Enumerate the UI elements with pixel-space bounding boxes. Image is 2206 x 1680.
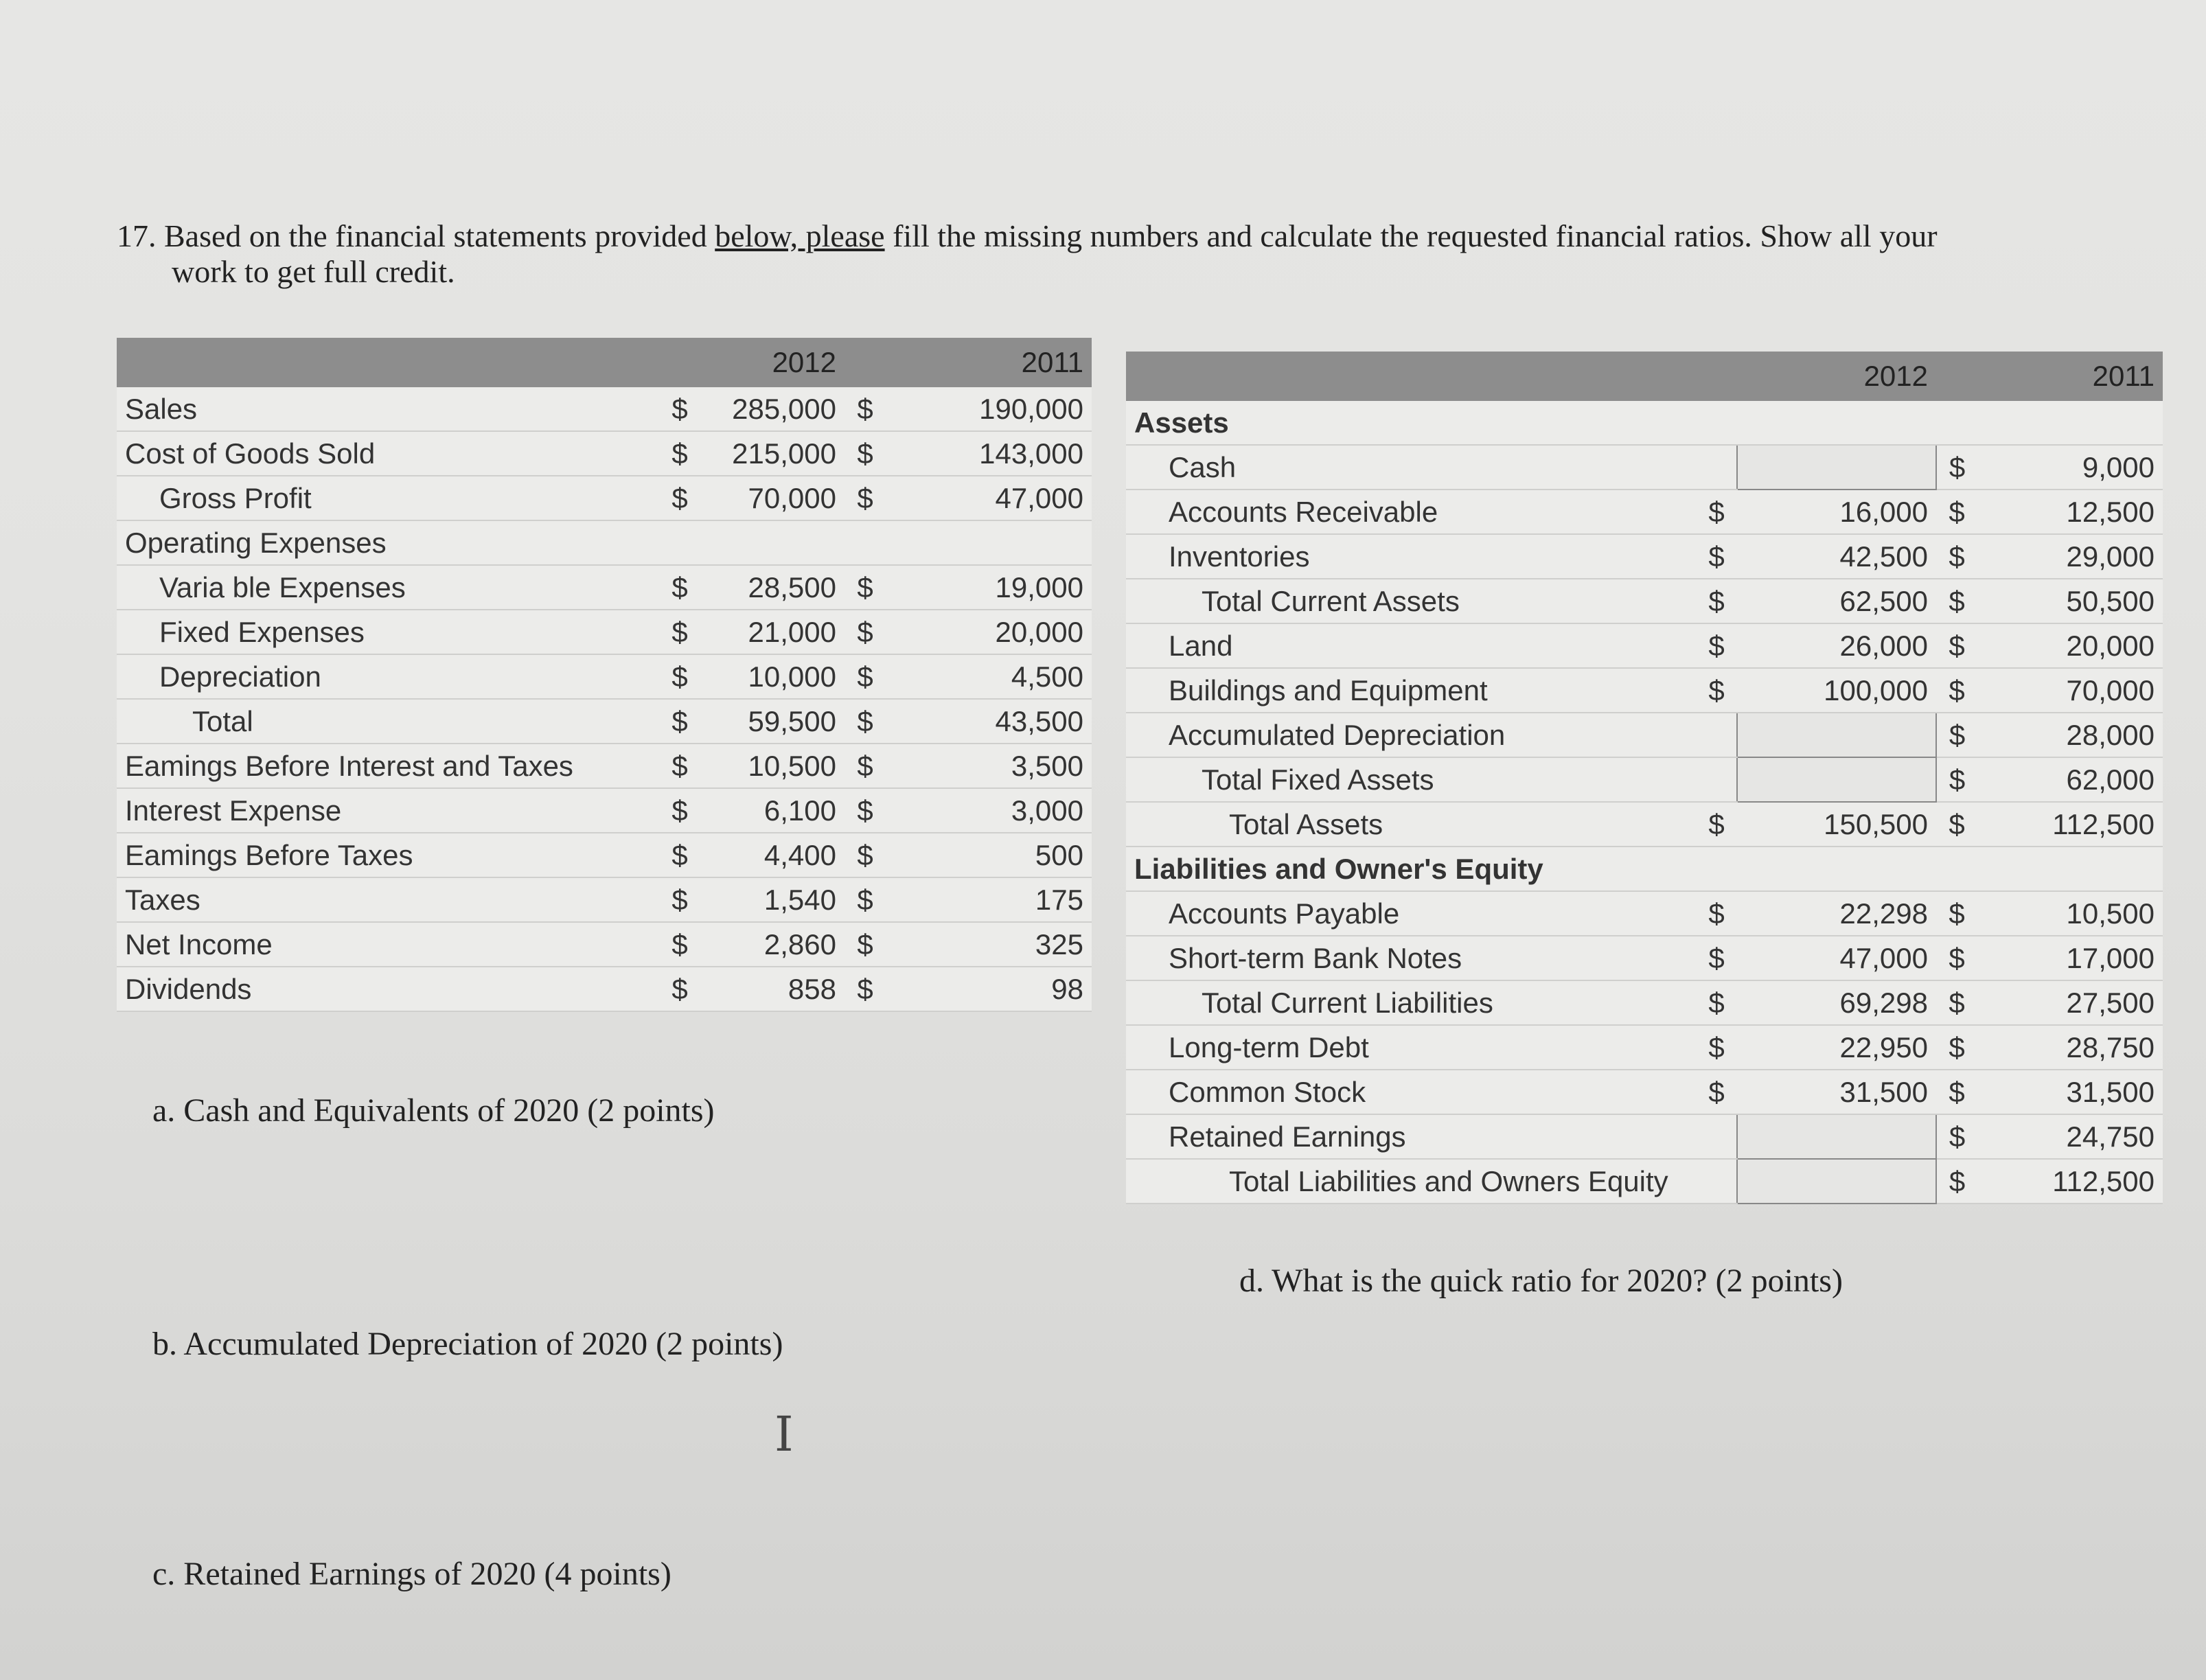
balance-header-2011: 2011	[1977, 352, 2163, 401]
value-2012[interactable]	[1737, 445, 1936, 490]
table-row	[1126, 713, 2163, 757]
row-label: Net Income	[117, 922, 659, 967]
value-2011: 175	[886, 877, 1092, 922]
value-2012: 59,500	[700, 699, 845, 744]
currency-2012: $	[1696, 534, 1737, 579]
currency-2012: $	[659, 476, 700, 520]
table-row	[1126, 802, 2163, 847]
table-row	[117, 922, 1092, 967]
currency-2012: $	[659, 788, 700, 833]
value-2012: 42,500	[1737, 534, 1936, 579]
row-label: Total Assets	[1126, 802, 1696, 847]
value-2012: 1,540	[700, 877, 845, 922]
value-2012[interactable]	[1737, 757, 1936, 802]
balance-header-2012: 2012	[1737, 352, 1936, 401]
value-2011: 31,500	[1977, 1070, 2163, 1114]
balance-header-gap2	[1936, 352, 1977, 401]
table-row	[117, 654, 1092, 699]
value-2012: 858	[700, 967, 845, 1011]
currency-2011	[1936, 847, 1977, 891]
value-2011: 17,000	[1977, 936, 2163, 980]
row-label: Eamings Before Taxes	[117, 833, 659, 877]
value-2012	[1737, 401, 1936, 445]
row-label: Liabilities and Owner's Equity	[1126, 847, 1696, 891]
table-row	[1126, 445, 2163, 490]
currency-2011: $	[845, 565, 886, 610]
value-2011: 47,000	[886, 476, 1092, 520]
currency-2012: $	[1696, 1070, 1737, 1114]
row-label: Assets	[1126, 401, 1696, 445]
currency-2012: $	[659, 833, 700, 877]
currency-2012: $	[1696, 802, 1737, 847]
sub-question-c: c. Retained Earnings of 2020 (4 points)	[152, 1556, 671, 1592]
value-2011: 9,000	[1977, 445, 2163, 490]
income-header-row	[117, 338, 1092, 387]
currency-2011: $	[1936, 623, 1977, 668]
table-row	[117, 833, 1092, 877]
row-label: Taxes	[117, 877, 659, 922]
value-2011: 24,750	[1977, 1114, 2163, 1159]
table-row	[117, 387, 1092, 431]
value-2012: 31,500	[1737, 1070, 1936, 1114]
balance-header-blank	[1126, 352, 1696, 401]
currency-2011: $	[1936, 579, 1977, 623]
question-text-start: Based on the financial statements provided	[164, 218, 707, 253]
value-2011: 500	[886, 833, 1092, 877]
currency-2012	[1696, 1114, 1737, 1159]
value-2011: 10,500	[1977, 891, 2163, 936]
currency-2011: $	[1936, 534, 1977, 579]
value-2012	[700, 520, 845, 565]
value-2012: 150,500	[1737, 802, 1936, 847]
value-2011: 3,500	[886, 744, 1092, 788]
currency-2012: $	[659, 387, 700, 431]
income-header-gap	[659, 338, 700, 387]
currency-2011: $	[1936, 1114, 1977, 1159]
currency-2011	[1936, 401, 1977, 445]
currency-2011: $	[1936, 713, 1977, 757]
currency-2012	[1696, 757, 1737, 802]
value-2012: 62,500	[1737, 579, 1936, 623]
value-2012: 47,000	[1737, 936, 1936, 980]
balance-header-gap	[1696, 352, 1737, 401]
table-row	[1126, 757, 2163, 802]
table-row	[1126, 623, 2163, 668]
currency-2011: $	[1936, 980, 1977, 1025]
currency-2012: $	[1696, 936, 1737, 980]
text-cursor-icon: I	[774, 1406, 794, 1462]
row-label: Buildings and Equipment	[1126, 668, 1696, 713]
value-2012	[1737, 847, 1936, 891]
currency-2011: $	[845, 788, 886, 833]
value-2011	[1977, 401, 2163, 445]
question-17	[117, 218, 2135, 290]
value-2012[interactable]	[1737, 1159, 1936, 1204]
income-header-gap2	[845, 338, 886, 387]
value-2012: 22,950	[1737, 1025, 1936, 1070]
currency-2011: $	[845, 387, 886, 431]
table-row	[117, 699, 1092, 744]
currency-2012: $	[1696, 490, 1737, 534]
row-label: Retained Earnings	[1126, 1114, 1696, 1159]
table-row	[1126, 401, 2163, 445]
income-header-blank	[117, 338, 659, 387]
currency-2012: $	[659, 922, 700, 967]
table-row	[117, 967, 1092, 1011]
currency-2011: $	[1936, 891, 1977, 936]
value-2011	[886, 520, 1092, 565]
balance-header-row	[1126, 352, 2163, 401]
currency-2012: $	[659, 610, 700, 654]
row-label: Total Current Assets	[1126, 579, 1696, 623]
value-2012: 215,000	[700, 431, 845, 476]
currency-2011: $	[845, 431, 886, 476]
table-row	[1126, 1025, 2163, 1070]
currency-2011: $	[845, 744, 886, 788]
currency-2012: $	[659, 654, 700, 699]
currency-2012: $	[659, 565, 700, 610]
currency-2012: $	[1696, 891, 1737, 936]
currency-2011: $	[1936, 490, 1977, 534]
table-row	[117, 565, 1092, 610]
row-label: Sales	[117, 387, 659, 431]
currency-2011: $	[845, 967, 886, 1011]
value-2012: 28,500	[700, 565, 845, 610]
table-row	[1126, 490, 2163, 534]
value-2012: 285,000	[700, 387, 845, 431]
row-label: Dividends	[117, 967, 659, 1011]
value-2011	[1977, 847, 2163, 891]
table-row	[117, 520, 1092, 565]
value-2011: 3,000	[886, 788, 1092, 833]
question-underlined-text: below, please	[715, 218, 885, 253]
currency-2012: $	[659, 431, 700, 476]
table-row	[1126, 980, 2163, 1025]
table-row	[117, 788, 1092, 833]
value-2011: 190,000	[886, 387, 1092, 431]
table-row	[1126, 891, 2163, 936]
row-label: Short-term Bank Notes	[1126, 936, 1696, 980]
currency-2011: $	[845, 922, 886, 967]
value-2012: 10,500	[700, 744, 845, 788]
value-2011: 20,000	[886, 610, 1092, 654]
table-row	[1126, 668, 2163, 713]
table-row	[1126, 1114, 2163, 1159]
row-label: Fixed Expenses	[117, 610, 659, 654]
currency-2012	[659, 520, 700, 565]
currency-2012	[1696, 1159, 1737, 1204]
table-row	[1126, 534, 2163, 579]
currency-2011: $	[845, 610, 886, 654]
value-2011: 143,000	[886, 431, 1092, 476]
row-label: Cash	[1126, 445, 1696, 490]
value-2012: 6,100	[700, 788, 845, 833]
table-row	[117, 877, 1092, 922]
table-row	[117, 610, 1092, 654]
table-row	[1126, 579, 2163, 623]
row-label: Land	[1126, 623, 1696, 668]
currency-2012	[1696, 847, 1737, 891]
table-row	[1126, 936, 2163, 980]
table-row	[1126, 847, 2163, 891]
question-text-end: fill the missing numbers and calculate the requested financial ratios. Show all your	[893, 218, 1938, 253]
currency-2011: $	[1936, 1070, 1977, 1114]
row-label: Accounts Payable	[1126, 891, 1696, 936]
value-2012: 21,000	[700, 610, 845, 654]
currency-2012	[1696, 401, 1737, 445]
currency-2011: $	[1936, 936, 1977, 980]
value-2012: 69,298	[1737, 980, 1936, 1025]
value-2011: 19,000	[886, 565, 1092, 610]
currency-2011: $	[845, 833, 886, 877]
value-2012: 70,000	[700, 476, 845, 520]
value-2012: 4,400	[700, 833, 845, 877]
row-label: Accumulated Depreciation	[1126, 713, 1696, 757]
value-2012: 26,000	[1737, 623, 1936, 668]
currency-2012: $	[1696, 668, 1737, 713]
question-text-line2: work to get full credit.	[172, 254, 455, 289]
value-2011: 28,000	[1977, 713, 2163, 757]
currency-2012: $	[659, 967, 700, 1011]
value-2011: 20,000	[1977, 623, 2163, 668]
row-label: Total Fixed Assets	[1126, 757, 1696, 802]
currency-2011: $	[845, 654, 886, 699]
income-header-2012: 2012	[700, 338, 845, 387]
value-2011: 43,500	[886, 699, 1092, 744]
currency-2011: $	[1936, 1159, 1977, 1204]
row-label: Depreciation	[117, 654, 659, 699]
table-row	[117, 431, 1092, 476]
value-2011: 12,500	[1977, 490, 2163, 534]
value-2011: 112,500	[1977, 802, 2163, 847]
balance-sheet-table	[1126, 352, 2163, 1204]
row-label: Total	[117, 699, 659, 744]
value-2011: 325	[886, 922, 1092, 967]
currency-2011: $	[1936, 668, 1977, 713]
currency-2012	[1696, 713, 1737, 757]
currency-2012: $	[659, 877, 700, 922]
value-2011: 29,000	[1977, 534, 2163, 579]
currency-2012: $	[659, 699, 700, 744]
sub-question-d: d. What is the quick ratio for 2020? (2 points)	[1239, 1263, 1843, 1299]
row-label: Varia ble Expenses	[117, 565, 659, 610]
currency-2011: $	[1936, 1025, 1977, 1070]
value-2011: 98	[886, 967, 1092, 1011]
row-label: Inventories	[1126, 534, 1696, 579]
row-label: Eamings Before Interest and Taxes	[117, 744, 659, 788]
sub-question-a: a. Cash and Equivalents of 2020 (2 points)	[152, 1092, 715, 1129]
currency-2011: $	[845, 877, 886, 922]
sub-question-b: b. Accumulated Depreciation of 2020 (2 points)	[152, 1326, 783, 1362]
currency-2011: $	[1936, 757, 1977, 802]
question-number: 17.	[117, 218, 157, 253]
row-label: Cost of Goods Sold	[117, 431, 659, 476]
row-label: Total Liabilities and Owners Equity	[1126, 1159, 1696, 1204]
row-label: Accounts Receivable	[1126, 490, 1696, 534]
currency-2011: $	[1936, 802, 1977, 847]
income-statement-body	[117, 387, 1092, 1011]
balance-sheet-body	[1126, 401, 2163, 1204]
table-row	[1126, 1070, 2163, 1114]
value-2012: 22,298	[1737, 891, 1936, 936]
value-2011: 4,500	[886, 654, 1092, 699]
currency-2012: $	[1696, 980, 1737, 1025]
income-header-2011: 2011	[886, 338, 1092, 387]
table-row	[117, 744, 1092, 788]
value-2012[interactable]	[1737, 1114, 1936, 1159]
currency-2012	[1696, 445, 1737, 490]
row-label: Operating Expenses	[117, 520, 659, 565]
value-2012: 100,000	[1737, 668, 1936, 713]
row-label: Common Stock	[1126, 1070, 1696, 1114]
currency-2011: $	[845, 476, 886, 520]
value-2011: 70,000	[1977, 668, 2163, 713]
row-label: Total Current Liabilities	[1126, 980, 1696, 1025]
value-2012: 10,000	[700, 654, 845, 699]
row-label: Long-term Debt	[1126, 1025, 1696, 1070]
currency-2012: $	[1696, 623, 1737, 668]
currency-2011	[845, 520, 886, 565]
currency-2012: $	[1696, 1025, 1737, 1070]
value-2012: 16,000	[1737, 490, 1936, 534]
value-2012: 2,860	[700, 922, 845, 967]
table-row	[117, 476, 1092, 520]
currency-2012: $	[659, 744, 700, 788]
value-2011: 62,000	[1977, 757, 2163, 802]
row-label: Gross Profit	[117, 476, 659, 520]
currency-2012: $	[1696, 579, 1737, 623]
value-2011: 50,500	[1977, 579, 2163, 623]
value-2011: 27,500	[1977, 980, 2163, 1025]
currency-2011: $	[1936, 445, 1977, 490]
value-2012[interactable]	[1737, 713, 1936, 757]
income-statement-table	[117, 338, 1092, 1012]
value-2011: 112,500	[1977, 1159, 2163, 1204]
value-2011: 28,750	[1977, 1025, 2163, 1070]
row-label: Interest Expense	[117, 788, 659, 833]
currency-2011: $	[845, 699, 886, 744]
table-row	[1126, 1159, 2163, 1204]
